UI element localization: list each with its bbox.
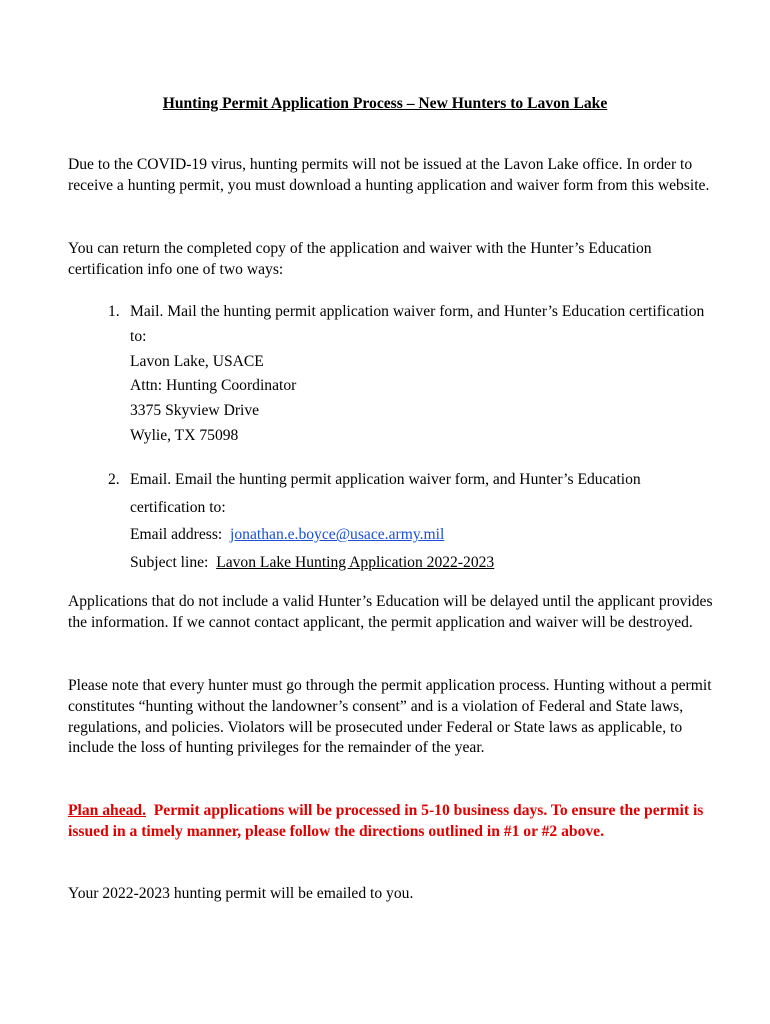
mail-address-line: Wylie, TX 75098 <box>130 426 239 444</box>
email-option-number: 2. <box>108 471 120 488</box>
plan-ahead-warning <box>68 801 718 843</box>
mail-option-text: Mail. Mail the hunting permit application waiver form, and Hunter’s Education certification to: <box>130 303 705 345</box>
mail-option-number: 1. <box>108 303 120 320</box>
email-address-link[interactable]: jonathan.e.boyce@usace.army.mil <box>230 526 445 544</box>
email-address-label: Email address: <box>130 526 223 544</box>
subject-line-row <box>130 549 708 577</box>
return-methods-paragraph: You can return the completed copy of the application and waiver with the Hunter’s Education certification info one of two ways: <box>68 240 652 278</box>
mail-address-line: Attn: Hunting Coordinator <box>130 377 297 395</box>
closing-paragraph: Your 2022-2023 hunting permit will be emailed to you. <box>68 885 414 902</box>
email-address-row <box>130 521 708 549</box>
plan-ahead-lead: Plan ahead. <box>68 802 146 819</box>
subject-line-value: Lavon Lake Hunting Application 2022-2023 <box>216 553 495 571</box>
mail-address-line: 3375 Skyview Drive <box>130 402 260 420</box>
mail-option <box>108 300 708 449</box>
page-title: Hunting Permit Application Process – New Hunters to Lavon Lake <box>162 95 608 112</box>
subject-line-label: Subject line: <box>130 553 209 571</box>
intro-paragraph: Due to the COVID-19 virus, hunting permits will not be issued at the Lavon Lake office. In order to receive a hunting permit, you must download a hunting application and waiver form from this website. <box>68 156 710 194</box>
email-option <box>108 466 708 576</box>
mail-address-line: Lavon Lake, USACE <box>130 352 264 370</box>
delay-notice-paragraph: Applications that do not include a valid Hunter’s Education will be delayed until the applicant provides the information. If we cannot contact applicant, the permit application and waiver will be destroyed. <box>68 593 713 631</box>
legal-note-paragraph: Please note that every hunter must go through the permit application process. Hunting without a permit constitutes “hunting without the landowner’s consent” and is a violation of Federal and State laws, regulations, and policies. Violators will be prosecuted under Federal or State laws as applicable, to include the loss of hunting privileges for the remainder of the year. <box>68 677 712 757</box>
plan-ahead-text: Permit applications will be processed in 5-10 business days. To ensure the permit is issued in a timely manner, please follow the directions outlined in #1 or #2 above. <box>68 802 704 840</box>
email-option-text: Email. Email the hunting permit application waiver form, and Hunter’s Education certification to: <box>130 471 641 516</box>
